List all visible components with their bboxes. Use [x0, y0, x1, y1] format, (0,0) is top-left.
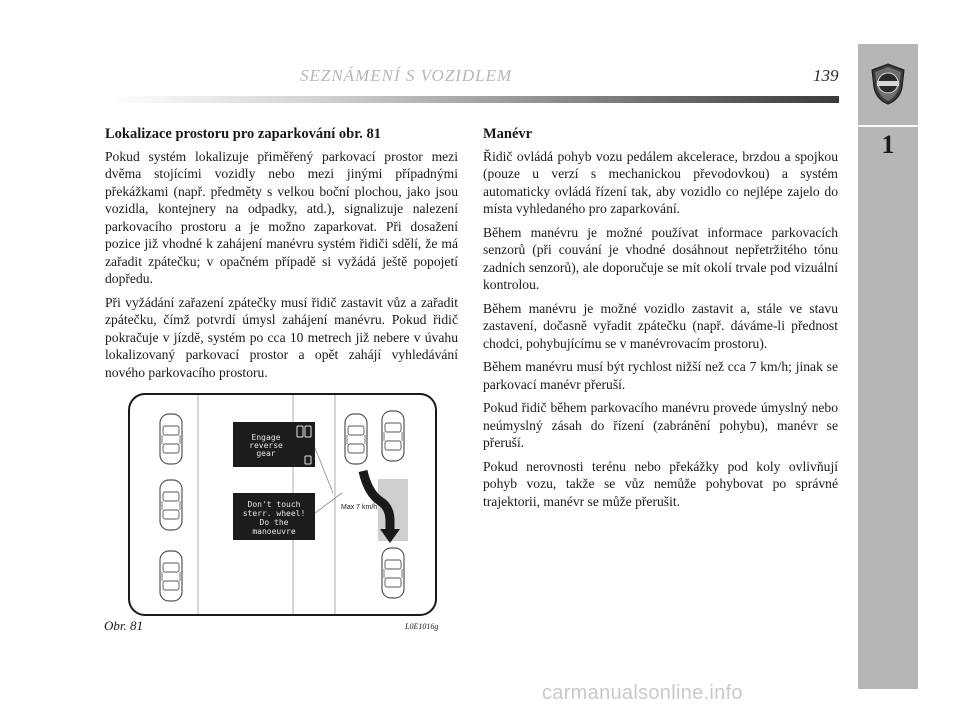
paragraph: Během manévru musí být rychlost nižší než cca 7 km/h; jinak se parkovací manévr přeruší. [483, 359, 838, 392]
left-column [105, 126, 458, 387]
running-header-title: SEZNÁMENÍ S VOZIDLEM [300, 66, 513, 85]
display-line: reverse [249, 441, 283, 450]
paragraph: Pokud nerovnosti terénu nebo překážky pod koly ovlivňují pohyb vozu, takže se vůz nemůže pohybovat po správné trajektorii, manévr se může přerušit. [483, 458, 838, 509]
paragraph: Pokud řidič během parkovacího manévru provede úmyslný nebo neúmyslný zásah do řízení (zabránění pohybu), manévr se přeruší. [483, 400, 838, 450]
right-column [483, 126, 838, 516]
paragraph: Řidič ovládá pohyb vozu pedálem akcelerace, brzdou a spojkou (pouze u verzí s mechanickou převodovkou) a systém automaticky ovládá řízení tak, aby vozidlo co nejlépe zajelo do místa vyhledaného pro zaparkování. [483, 148, 838, 216]
paragraph: Pokud systém lokalizuje přiměřený parkovací prostor mezi dvěma stojícími vozidly nebo mezi jinými případnými překážkami (např. předměty s velkou boční plochou, jako jsou vozidla, kontejnery na odpadky, atd.), signalizuje nalezení parkovacího prostoru a je možno zaparkovat. Při dosažení pozice již vhodné k zahájení manévru systém řidiči sdělí, že má zařadit zpátečku; v opačném případě si vyžádá ještě popojetí dopředu. [105, 148, 458, 286]
figure-code: L0E1016g [405, 622, 439, 631]
paragraph: Během manévru je možné používat informace parkovacích senzorů (při couvání je vhodné dosáhnout nepřetržitého tónu zadních senzorů), ale doporučuje se mít okolí trvale pod vizuální kontrolou. [483, 224, 838, 292]
chapter-number: 1 [881, 130, 895, 159]
side-tab-divider [858, 125, 918, 127]
section-heading-localization: Lokalizace prostoru pro zaparkování obr. 81 [105, 126, 382, 142]
page-number: 139 [813, 66, 839, 85]
parking-figure [128, 393, 437, 616]
watermark: carmanualsonline.info [542, 682, 743, 704]
display-line: gear [256, 449, 276, 458]
parked-car [160, 414, 182, 464]
section-heading-manoeuvre: Manévr [483, 126, 533, 142]
paragraph: Během manévru je možné vozidlo zastavit a, stále ve stavu zastavení, dočasně vyřadit zpátečku (např. dáváme-li přednost chodci, pohybujícímu se v manévrovacím prostoru). [483, 300, 838, 351]
display-line: Do the [259, 518, 289, 527]
parked-car [160, 551, 182, 601]
display-line: sterr. wheel! [242, 509, 306, 518]
parked-car [382, 411, 404, 461]
figure-caption: Obr. 81 [104, 618, 144, 633]
display-line: Engage [251, 433, 281, 442]
manoeuvring-car [345, 414, 367, 464]
speed-limit-label: Max 7 km/h [341, 504, 378, 511]
header-rule [108, 96, 839, 103]
paragraph: Při vyžádání zařazení zpátečky musí řidič zastavit vůz a zařadit zpátečku, čímž potvrdí úmysl zahájení manévru. Pokud řidič pokračuje v jízdě, systém po cca 10 metrech již nebere v úvahu lokalizovaný parkovací prostor a opět zahájí vyhledávání nového parkovacího prostoru. [105, 294, 458, 380]
lancia-logo-icon [869, 62, 907, 106]
parked-car [382, 548, 404, 598]
parked-car [160, 480, 182, 530]
display-line: manoeuvre [252, 527, 296, 536]
display-line: Don't touch [247, 500, 301, 509]
